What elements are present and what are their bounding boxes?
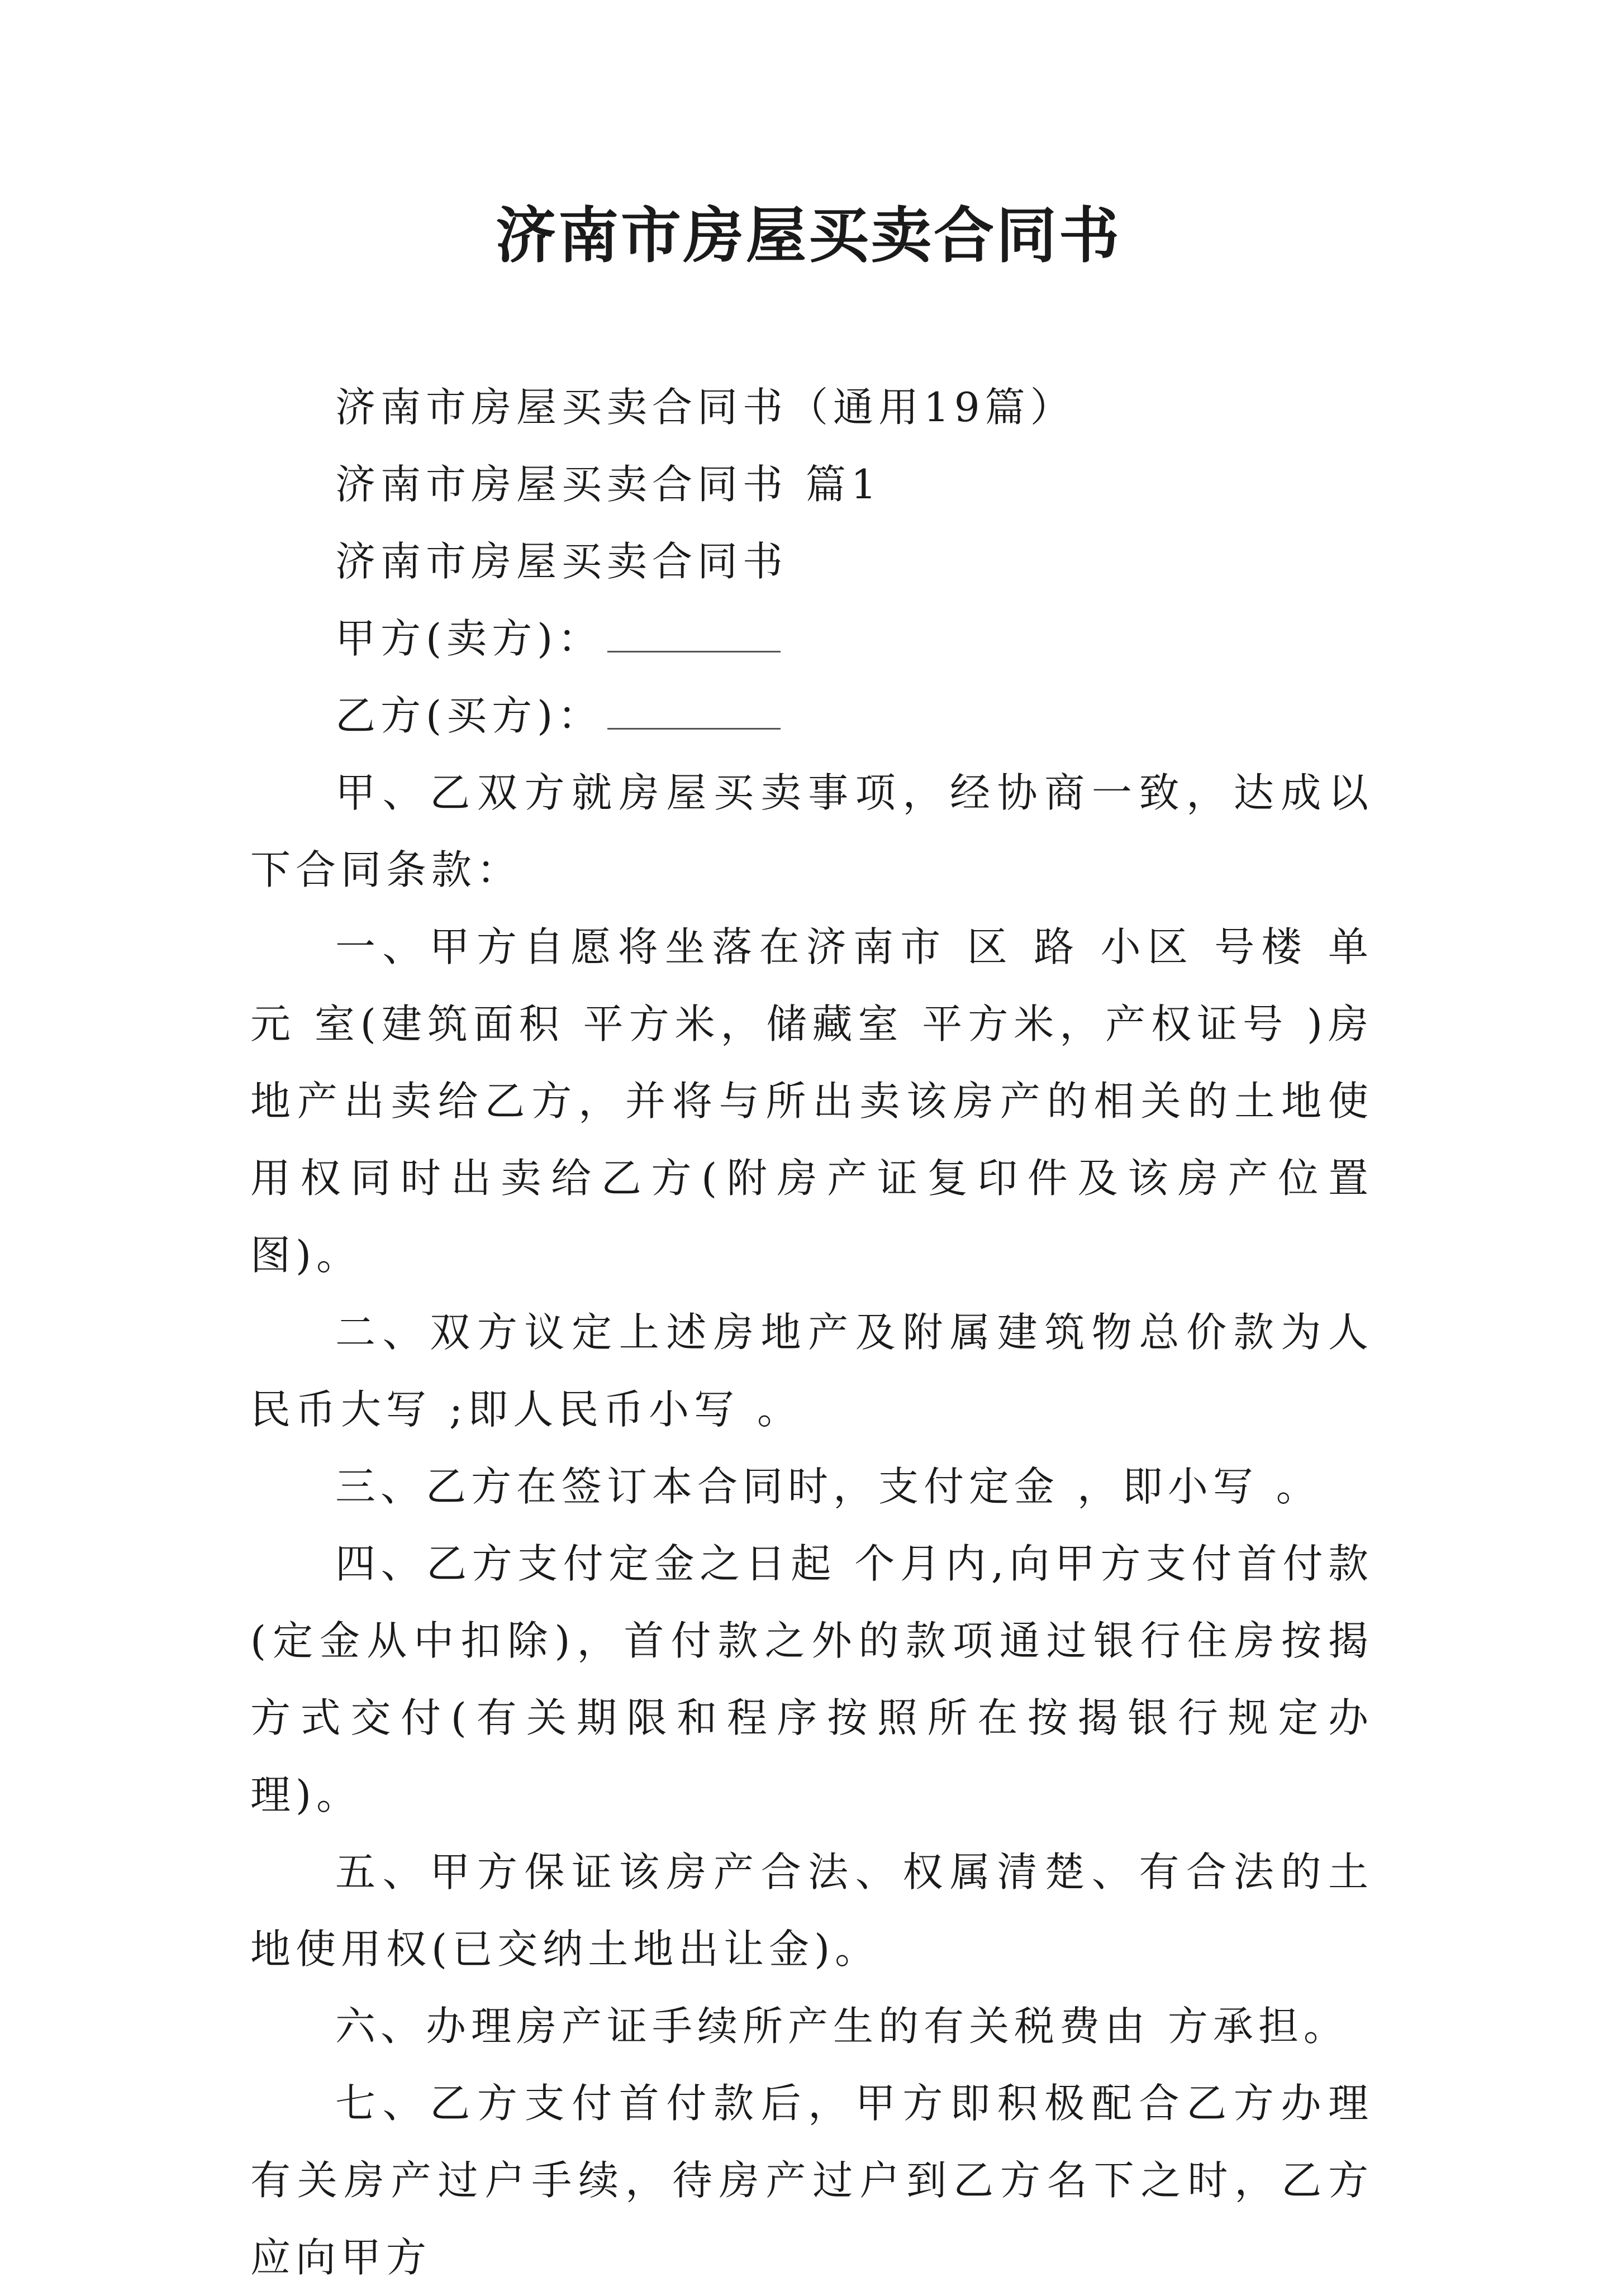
clause-6: 六、办理房产证手续所产生的有关税费由 方承担。: [335, 2003, 1349, 2050]
party-a-line: [250, 600, 1373, 677]
intro-paragraph: 甲、乙双方就房屋买卖事项，经协商一致，达成以下合同条款：: [250, 769, 1373, 893]
party-b-label: 乙方(买方)：: [335, 692, 603, 739]
clause-7: 七、乙方支付首付款后，甲方即积极配合乙方办理有关房产过户手续，待房产过户到乙方名下之时，乙方应向甲方: [250, 2080, 1373, 2281]
clause-3: 三、乙方在签订本合同时，支付定金 ，即小写 。: [335, 1463, 1321, 1510]
section-heading: 济南市房屋买卖合同书 篇1: [335, 461, 882, 508]
clause-5: 五、甲方保证该房产合法、权属清楚、有合法的土地使用权(已交纳土地出让金)。: [250, 1849, 1373, 1973]
contract-name: 济南市房屋买卖合同书: [335, 538, 788, 585]
party-b-line: [250, 677, 1373, 754]
party-a-label: 甲方(卖方)：: [335, 615, 603, 662]
party-a-blank: [607, 616, 781, 652]
subtitle: 济南市房屋买卖合同书（通用19篇）: [335, 384, 1076, 431]
document-title: 济南市房屋买卖合同书: [495, 201, 1121, 271]
clause-2: 二、双方议定上述房地产及附属建筑物总价款为人民币大写 ;即人民币小写 。: [250, 1309, 1373, 1433]
document-body: [250, 369, 1373, 2296]
party-b-blank: [607, 693, 781, 730]
clause-1: 一、甲方自愿将坐落在济南市 区 路 小区 号楼 单元 室(建筑面积 平方米，储藏室 平方米，产权证号 )房地产出卖给乙方，并将与所出卖该房产的相关的土地使用权同时出卖给乙方(附房产证复印件及该房产位置图)。: [250, 923, 1373, 1279]
clause-4: 四、乙方支付定金之日起 个月内,向甲方支付首付款(定金从中扣除)，首付款之外的款项通过银行住房按揭方式交付(有关期限和程序按照所在按揭银行规定办理)。: [250, 1540, 1373, 1818]
